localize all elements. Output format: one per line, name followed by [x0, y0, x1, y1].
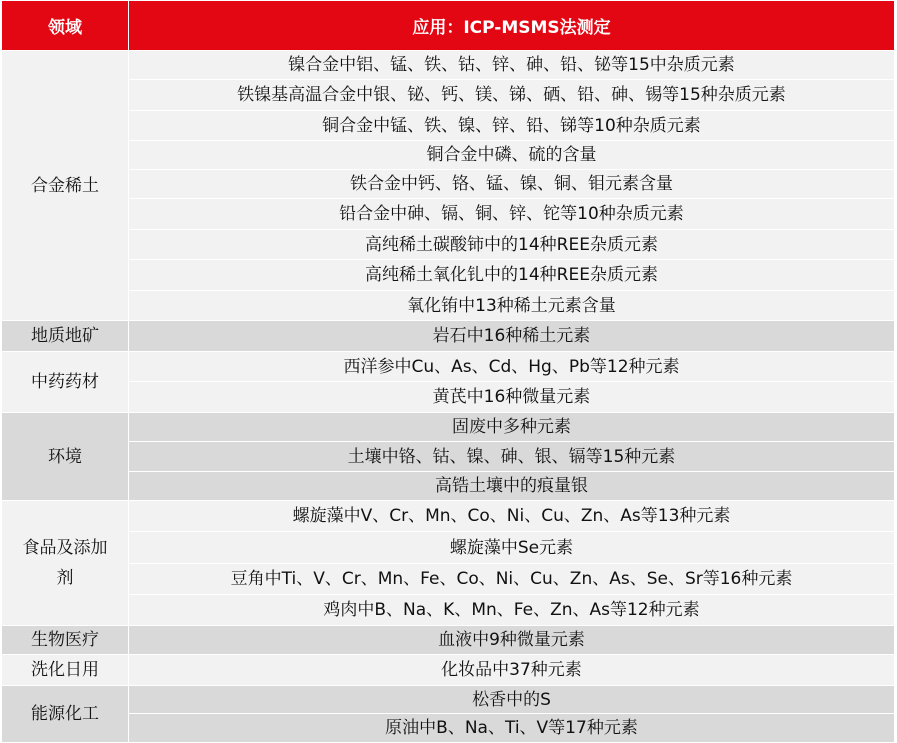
category-label: 生物医疗 — [31, 630, 99, 650]
application-cell: 螺旋藻中V、Cr、Mn、Co、Ni、Cu、Zn、As等13种元素 — [129, 501, 895, 532]
application-cell: 岩石中16种稀土元素 — [129, 321, 895, 352]
category-cell — [2, 51, 129, 321]
application-cell: 螺旋藻中Se元素 — [129, 532, 895, 564]
applications-table — [1, 0, 895, 743]
application-cell: 固废中多种元素 — [129, 413, 895, 442]
application-cell: 豆角中Ti、V、Cr、Mn、Fe、Co、Ni、Cu、Zn、As、Se、Sr等16种元素 — [129, 564, 895, 595]
category-label: 地质地矿 — [31, 326, 99, 346]
application-cell: 铁镍基高温合金中银、铋、钙、镁、锑、硒、铅、砷、锡等15种杂质元素 — [129, 80, 895, 111]
table-row — [2, 321, 895, 352]
application-cell: 铜合金中磷、硫的含量 — [129, 141, 895, 170]
application-cell: 铅合金中砷、镉、铜、锌、铊等10种杂质元素 — [129, 199, 895, 230]
table-row — [2, 686, 895, 714]
application-cell: 土壤中铬、钴、镍、砷、银、镉等15种元素 — [129, 442, 895, 472]
category-cell — [2, 352, 129, 413]
table-row — [2, 352, 895, 382]
table-row — [2, 260, 895, 291]
category-label — [17, 533, 114, 593]
category-label: 洗化日用 — [31, 660, 99, 680]
application-cell: 镍合金中铝、锰、铁、钴、锌、砷、铅、铋等15中杂质元素 — [129, 51, 895, 80]
header-application: 应用：ICP-MSMS法测定 — [129, 1, 895, 51]
category-label: 中药药材 — [31, 372, 99, 392]
table-row — [2, 413, 895, 442]
application-cell: 松香中的S — [129, 686, 895, 714]
table-row — [2, 714, 895, 743]
application-cell: 高锆土壤中的痕量银 — [129, 472, 895, 501]
application-cell: 西洋参中Cu、As、Cd、Hg、Pb等12种元素 — [129, 352, 895, 382]
category-cell — [2, 413, 129, 501]
table-row — [2, 382, 895, 413]
header-domain: 领域 — [2, 1, 129, 51]
table-row — [2, 532, 895, 564]
table-row — [2, 170, 895, 199]
table-row — [2, 626, 895, 655]
table-row — [2, 655, 895, 686]
table-row — [2, 141, 895, 170]
table-row — [2, 501, 895, 532]
category-cell — [2, 321, 129, 352]
application-cell: 高纯稀土碳酸铈中的14种REE杂质元素 — [129, 230, 895, 260]
category-cell — [2, 501, 129, 626]
application-cell: 高纯稀土氧化钆中的14种REE杂质元素 — [129, 260, 895, 291]
table-row — [2, 291, 895, 321]
category-cell — [2, 686, 129, 743]
category-cell — [2, 626, 129, 655]
application-cell: 血液中9种微量元素 — [129, 626, 895, 655]
application-cell: 铁合金中钙、铬、锰、镍、铜、钼元素含量 — [129, 170, 895, 199]
application-cell: 原油中B、Na、Ti、V等17种元素 — [129, 714, 895, 743]
table-header-row — [2, 1, 895, 51]
application-cell: 铜合金中锰、铁、镍、锌、铅、锑等10种杂质元素 — [129, 111, 895, 141]
category-label: 合金稀土 — [31, 175, 99, 196]
application-cell: 黄芪中16种微量元素 — [129, 382, 895, 413]
category-label: 环境 — [48, 446, 82, 467]
table-row — [2, 595, 895, 626]
table-row — [2, 111, 895, 141]
table-row — [2, 230, 895, 260]
category-cell — [2, 655, 129, 686]
table-row — [2, 80, 895, 111]
application-cell: 化妆品中37种元素 — [129, 655, 895, 686]
table-row — [2, 472, 895, 501]
table-row — [2, 564, 895, 595]
category-label-line: 食品及添加 — [22, 538, 108, 558]
application-cell: 氧化铕中13种稀土元素含量 — [129, 291, 895, 321]
table-row — [2, 442, 895, 472]
application-cell: 鸡肉中B、Na、K、Mn、Fe、Zn、As等12种元素 — [129, 595, 895, 626]
category-label-line: 剂 — [56, 568, 74, 588]
category-label: 能源化工 — [31, 704, 99, 724]
table-row — [2, 199, 895, 230]
table-row — [2, 51, 895, 80]
